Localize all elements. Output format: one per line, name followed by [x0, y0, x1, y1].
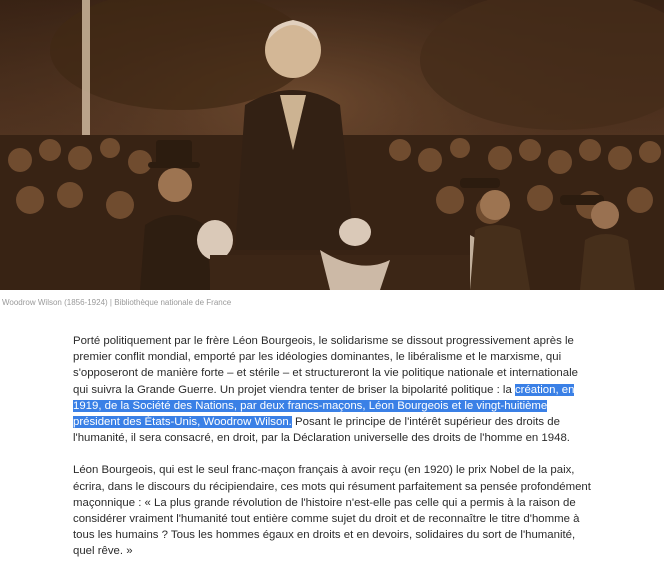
article-paragraph-1 — [73, 333, 595, 446]
selected-text[interactable]: création, en 1919, de la Société des Nations, par deux francs-maçons, Léon Bourgeois et le vingt-huitième président des États-Unis, Woodrow Wilson. — [73, 383, 575, 429]
article-paragraph-2: Léon Bourgeois, qui est le seul franc-maçon français à avoir reçu (en 1920) le prix Nobel de la paix, écrira, dans le discours du récipiendaire, ces mots qui résument parfaitement sa pensée profondément maçonnique : « La plus grande révolution de l'histoire n'est-elle pas celle qui a permis à la raison de considérer vraiment l'humanité tout entière comme sujet du droit et de reconnaître le titre d'homme à tous les humains ? Tous les hommes égaux en droits et en devoirs, solidaires du sort de l'humanité, quel rêve. » — [73, 464, 591, 558]
paragraph-text: Posant le principe de l'intérêt supérieur des droits de l'humanité, il sera consacré, en droit, par la Déclaration universelle des droits de l'homme en 1948. — [73, 416, 570, 445]
photo-illustration — [0, 0, 664, 290]
article-body — [73, 333, 595, 576]
woodrow-wilson-photo — [0, 0, 664, 290]
photo-caption: Woodrow Wilson (1856-1924) | Bibliothèque nationale de France — [2, 298, 232, 307]
paragraph-text: Porté politiquement par le frère Léon Bourgeois, le solidarisme se dissout progressivement après le premier conflit mondial, emporté par les idéologies dominantes, le libéralisme et le marxisme, qui s'opposeront de manière forte – et stérile – et structureront la vie politique nationale et internationale qui suivra la Grande Guerre. Un projet viendra tenter de briser la bipolarité politique : la — [73, 335, 578, 396]
